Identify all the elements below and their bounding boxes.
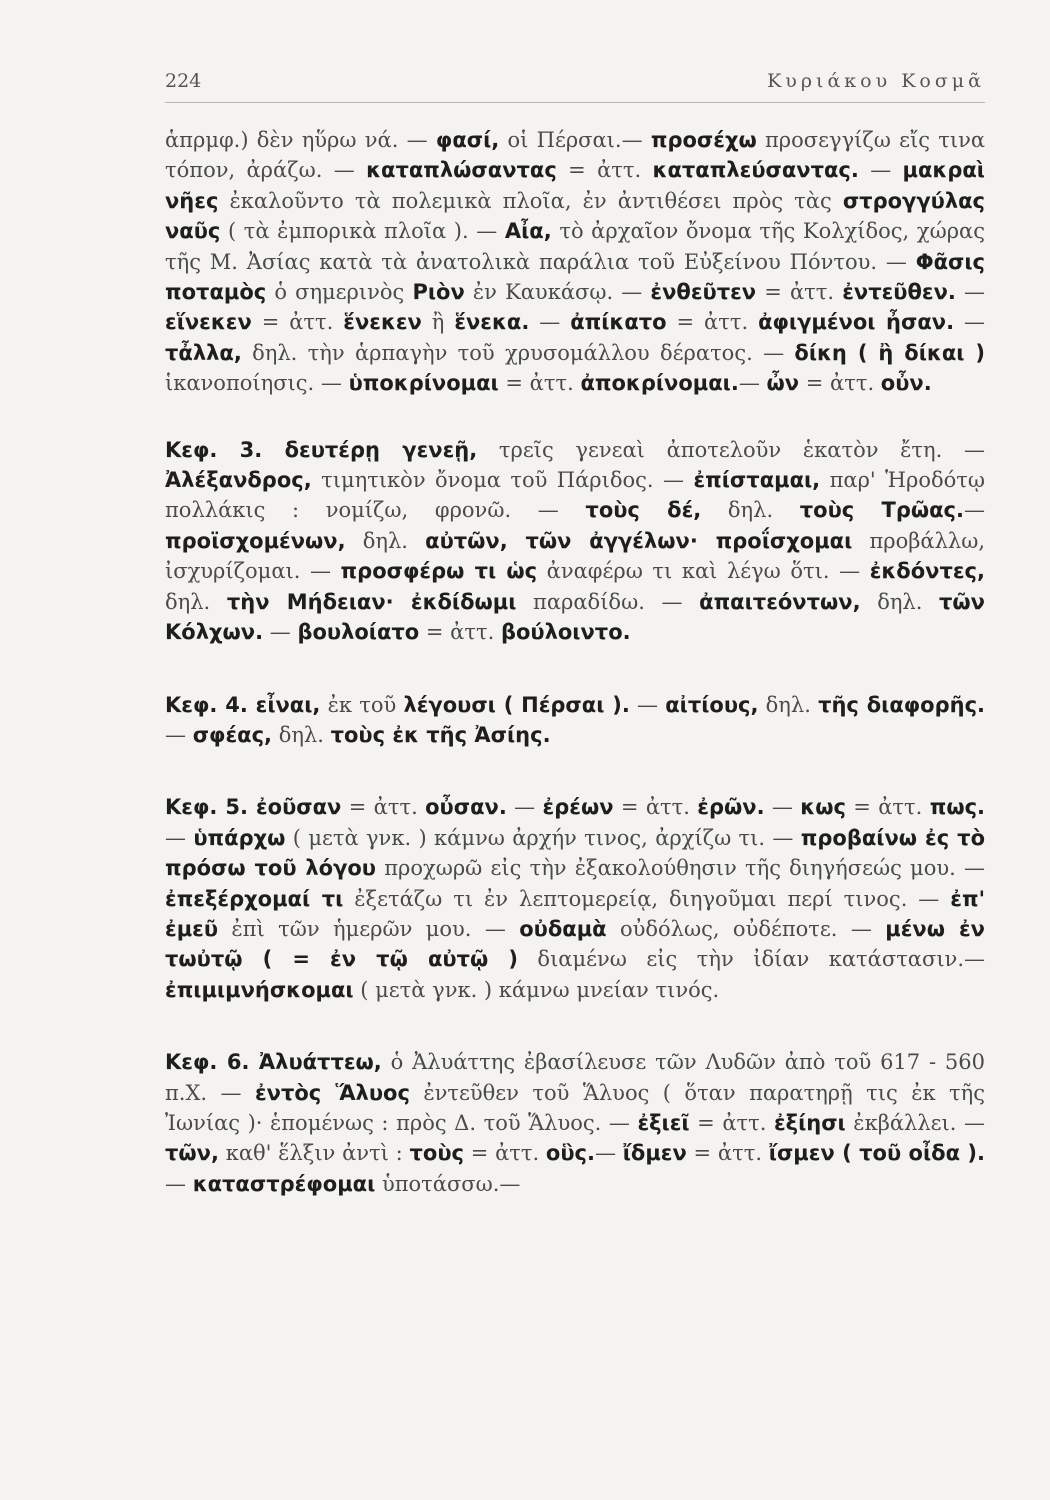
gloss-text: δηλ. τὴν ἁρπαγὴν τοῦ χρυσομάλλου δέρατος. — bbox=[241, 340, 795, 365]
lemma-term: ἐπ' ἐμεῦ bbox=[165, 886, 985, 941]
gloss-text: = ἀττ. bbox=[689, 1110, 774, 1135]
lemma-term: Κεφ. 3. δευτέρῃ γενεῇ, bbox=[165, 437, 478, 462]
lemma-term: Αἶα, bbox=[504, 219, 552, 244]
gloss-text: δηλ. bbox=[272, 722, 331, 747]
gloss-text: — bbox=[954, 310, 985, 335]
lemma-term: ἐπεξέρχομαί τι bbox=[165, 886, 344, 911]
commentary-paragraph-chapter-4 bbox=[165, 690, 985, 751]
lemma-term: τοὺς bbox=[409, 1141, 464, 1166]
lemma-term: φασί, bbox=[435, 128, 500, 152]
gloss-text: ἱκανοποίησις. — bbox=[165, 371, 349, 396]
lemma-term: τῶν, bbox=[165, 1141, 219, 1166]
gloss-text: — bbox=[629, 692, 666, 717]
commentary-paragraph-chapter-3 bbox=[165, 435, 985, 648]
gloss-text: οὐδόλως, οὐδέποτε. — bbox=[606, 916, 886, 941]
lemma-term: οὖσαν. bbox=[425, 795, 507, 820]
gloss-text: δηλ. bbox=[165, 589, 227, 614]
lemma-term: ὑποκρίνομαι bbox=[348, 371, 499, 396]
gloss-text: ( μετὰ γνκ. ) κάμνω μνείαν τινός. bbox=[353, 977, 720, 1002]
gloss-text: καθ' ἕλξιν ἀντὶ : bbox=[218, 1141, 410, 1166]
lemma-term: βούλοιντο. bbox=[500, 620, 631, 645]
lemma-term: τοὺς ἐκ τῆς Ἀσίης. bbox=[330, 722, 551, 747]
lemma-term: λέγουσι ( Πέρσαι ). bbox=[403, 692, 630, 717]
lemma-term: ἐρῶν. bbox=[697, 795, 765, 820]
gloss-text: δηλ. bbox=[758, 692, 819, 717]
gloss-text: ἐξετάζω τι ἐν λεπτομερείᾳ, διηγοῦμαι περί τινος. — bbox=[343, 886, 951, 911]
lemma-term: ἐκδόντες, bbox=[869, 559, 985, 584]
lemma-term: Κεφ. 5. ἐοῦσαν bbox=[165, 795, 342, 820]
lemma-term: ὑπάρχω bbox=[193, 825, 286, 850]
gloss-text: = ἀττ. bbox=[613, 795, 698, 820]
gloss-text: — bbox=[964, 498, 985, 523]
lemma-term: μακραὶ νῆες bbox=[165, 158, 985, 213]
lemma-term: Κεφ. 6. Ἀλυάττεω, bbox=[165, 1050, 382, 1075]
running-header bbox=[165, 70, 985, 103]
gloss-text: ἐκαλοῦντο τὰ πολεμικὰ πλοῖα, ἐν ἀντιθέσει πρὸς τὰς bbox=[218, 188, 843, 213]
gloss-text: — bbox=[506, 795, 543, 820]
lemma-term: ὦν bbox=[766, 371, 800, 396]
lemma-term: ἕνεκεν bbox=[343, 310, 422, 335]
gloss-text: — bbox=[764, 795, 801, 820]
lemma-term: τῆς διαφορῆς. bbox=[818, 692, 986, 717]
gloss-text: = ἀττ. bbox=[756, 280, 843, 305]
gloss-text: διαμένω εἰς τὴν ἰδίαν κατάστασιν.— bbox=[517, 947, 985, 972]
gloss-text: = ἀττ. bbox=[498, 371, 581, 396]
gloss-text: ἁπρμφ.) δὲν ηὕρω νά. — bbox=[165, 128, 436, 152]
lemma-term: βουλοίατο bbox=[297, 620, 420, 645]
lemma-term: ἀφιγμένοι ἦσαν. bbox=[758, 310, 955, 335]
gloss-text: — bbox=[529, 310, 571, 335]
lemma-term: Κεφ. 4. εἶναι, bbox=[165, 692, 321, 717]
lemma-term: στρογγύλας ναῦς bbox=[165, 188, 985, 244]
gloss-text: οἱ Πέρσαι.— bbox=[499, 128, 651, 152]
gloss-text: = ἀττ. bbox=[799, 371, 881, 396]
lemma-term: Ριὸν bbox=[412, 280, 465, 305]
lemma-term: καταστρέφομαι bbox=[192, 1171, 376, 1196]
lemma-term: ἐξιεῖ bbox=[637, 1110, 690, 1135]
gloss-text: = ἀττ. bbox=[463, 1141, 546, 1166]
gloss-text: τρεῖς γενεαὶ ἀποτελοῦν ἑκατὸν ἔτη. — bbox=[477, 437, 985, 462]
gloss-text: δηλ. bbox=[860, 589, 940, 614]
lemma-term: ἀπίκατο bbox=[570, 310, 667, 335]
gloss-text: ἐπὶ τῶν ἡμερῶν μου. — bbox=[218, 916, 520, 941]
lemma-term: προϊσχομένων, bbox=[165, 528, 346, 553]
lemma-term: ἐντεῦθεν. bbox=[842, 280, 956, 305]
gloss-text: προχωρῶ εἰς τὴν ἐξακολούθησιν τῆς διηγήσεώς μου. — bbox=[376, 856, 985, 881]
lemma-term: κως bbox=[800, 795, 846, 820]
lemma-term: δίκη ( ἢ δίκαι ) bbox=[794, 340, 985, 365]
document-page bbox=[165, 70, 985, 1199]
gloss-text: παραδίδω. — bbox=[516, 589, 700, 614]
lemma-term: ἐντὸς Ἅλυος bbox=[254, 1080, 410, 1105]
gloss-text: — bbox=[858, 158, 903, 183]
gloss-text: ἢ bbox=[421, 310, 455, 335]
gloss-text: — bbox=[165, 1171, 193, 1196]
gloss-text: τὸ ἀρχαῖον ὄνομα τῆς Κολχίδος, χώρας τῆς Μ. Ἀσίας κατὰ τὰ ἀνατολικὰ παράλια τοῦ Εὐξείνου Πόντου. — bbox=[165, 219, 985, 274]
page-number: 224 bbox=[165, 70, 202, 92]
gloss-text: ἐν Καυκάσῳ. — bbox=[464, 280, 651, 305]
gloss-text: ὁ σημερινὸς bbox=[266, 280, 413, 305]
lemma-term: προσέχω bbox=[650, 128, 757, 152]
lemma-term: καταπλώσαντας bbox=[366, 158, 557, 183]
gloss-text: = ἀττ. bbox=[686, 1141, 769, 1166]
gloss-text: ( μετὰ γνκ. ) κάμνω ἀρχήν τινος, ἀρχίζω τι. — bbox=[285, 825, 801, 850]
commentary-paragraph-chapter-5 bbox=[165, 792, 985, 1005]
commentary-paragraph-intro bbox=[165, 125, 985, 399]
gloss-text: προβάλλω, ἰσχυρίζομαι. — bbox=[165, 528, 985, 584]
gloss-text: — bbox=[165, 722, 193, 747]
lemma-term: μένω ἐν τωὐτῷ ( = ἐν τῷ αὐτῷ ) bbox=[165, 916, 985, 972]
lemma-term: ἴδμεν bbox=[622, 1141, 687, 1166]
lemma-term: τοὺς Τρῶας. bbox=[799, 498, 964, 523]
lemma-term: πως. bbox=[929, 795, 985, 820]
gloss-text: δηλ. bbox=[701, 498, 800, 523]
lemma-term: Φᾶσις ποταμὸς bbox=[165, 249, 985, 305]
gloss-text: ἀναφέρω τι καὶ λέγω ὅτι. — bbox=[537, 559, 870, 584]
gloss-text: = ἀττ. bbox=[556, 158, 653, 183]
lemma-term: ἀποκρίνομαι. bbox=[580, 371, 739, 396]
lemma-term: ἀπαιτεόντων, bbox=[699, 589, 861, 614]
lemma-term: τὴν Μήδειαν· ἐκδίδωμι bbox=[226, 589, 517, 614]
lemma-term: αἰτίους, bbox=[665, 692, 759, 717]
gloss-text: ἐκβάλλει. — bbox=[845, 1110, 985, 1135]
lemma-term: ἕνεκα. bbox=[454, 310, 530, 335]
gloss-text: — bbox=[263, 620, 298, 645]
lemma-term: οὐδαμὰ bbox=[519, 916, 607, 941]
gloss-text: ὁ Ἀλυάττης ἐβασίλευσε τῶν Λυδῶν ἀπὸ τοῦ 617 - 560 π.Χ. — bbox=[165, 1050, 985, 1105]
gloss-text: = ἀττ. bbox=[845, 795, 930, 820]
lemma-term: τἆλλα, bbox=[165, 340, 242, 365]
lemma-term: ἐρέων bbox=[542, 795, 614, 820]
gloss-text: = ἀττ. bbox=[419, 620, 501, 645]
lemma-term: προσφέρω τι ὡς bbox=[340, 559, 538, 584]
lemma-term: ἐξίησι bbox=[773, 1110, 846, 1135]
gloss-text: — bbox=[955, 280, 986, 305]
lemma-term: οὖν. bbox=[880, 371, 932, 396]
gloss-text: δηλ. bbox=[345, 528, 426, 553]
running-title: Κυριάκου Κοσμᾶ bbox=[767, 70, 985, 92]
lemma-term: Ἀλέξανδρος, bbox=[165, 468, 312, 493]
gloss-text: ἐκ τοῦ bbox=[320, 692, 404, 717]
lemma-term: καταπλεύσαντας. bbox=[652, 158, 859, 183]
gloss-text: ὑποτάσσω.— bbox=[375, 1171, 521, 1196]
gloss-text: = ἀττ. bbox=[341, 795, 426, 820]
lemma-term: τοὺς δέ, bbox=[585, 498, 702, 523]
lemma-term: προβαίνω ἐς τὸ πρόσω τοῦ λόγου bbox=[165, 825, 985, 881]
gloss-text: — bbox=[738, 371, 767, 396]
gloss-text: = ἀττ. bbox=[251, 310, 344, 335]
lemma-term: ἐπίσταμαι, bbox=[693, 468, 821, 493]
gloss-text: — bbox=[165, 825, 194, 850]
gloss-text: ( τὰ ἐμπορικὰ πλοῖα ). — bbox=[220, 219, 505, 244]
lemma-term: ἐπιμιμνήσκομαι bbox=[165, 977, 354, 1002]
lemma-term: ἴσμεν ( τοῦ οἶδα ). bbox=[768, 1141, 985, 1166]
lemma-term: ἐνθεῦτεν bbox=[650, 280, 757, 305]
lemma-term: σφέας, bbox=[192, 722, 273, 747]
gloss-text: = ἀττ. bbox=[666, 310, 759, 335]
gloss-text: — bbox=[594, 1141, 623, 1166]
commentary-paragraph-chapter-6 bbox=[165, 1047, 985, 1199]
lemma-term: εἵνεκεν bbox=[165, 310, 252, 335]
gloss-text: ἐντεῦθεν τοῦ Ἅλυος ( ὅταν παρατηρῇ τις ἐκ τῆς Ἰωνίας )· ἑπομένως : πρὸς Δ. τοῦ Ἅλυος. — bbox=[165, 1080, 985, 1135]
lemma-term: αὐτῶν, τῶν ἀγγέλων· προΐσχομαι bbox=[425, 528, 853, 553]
gloss-text: τιμητικὸν ὄνομα τοῦ Πάριδος. — bbox=[311, 468, 694, 493]
lemma-term: οὓς. bbox=[545, 1141, 595, 1166]
gloss-text: προσεγγίζω εἴς τινα τόπον, ἀράζω. — bbox=[165, 128, 986, 183]
gloss-text: παρ' Ἡροδότῳ πολλάκις : νομίζω, φρονῶ. — bbox=[165, 468, 985, 523]
lemma-term: τῶν Κόλχων. bbox=[165, 589, 985, 645]
